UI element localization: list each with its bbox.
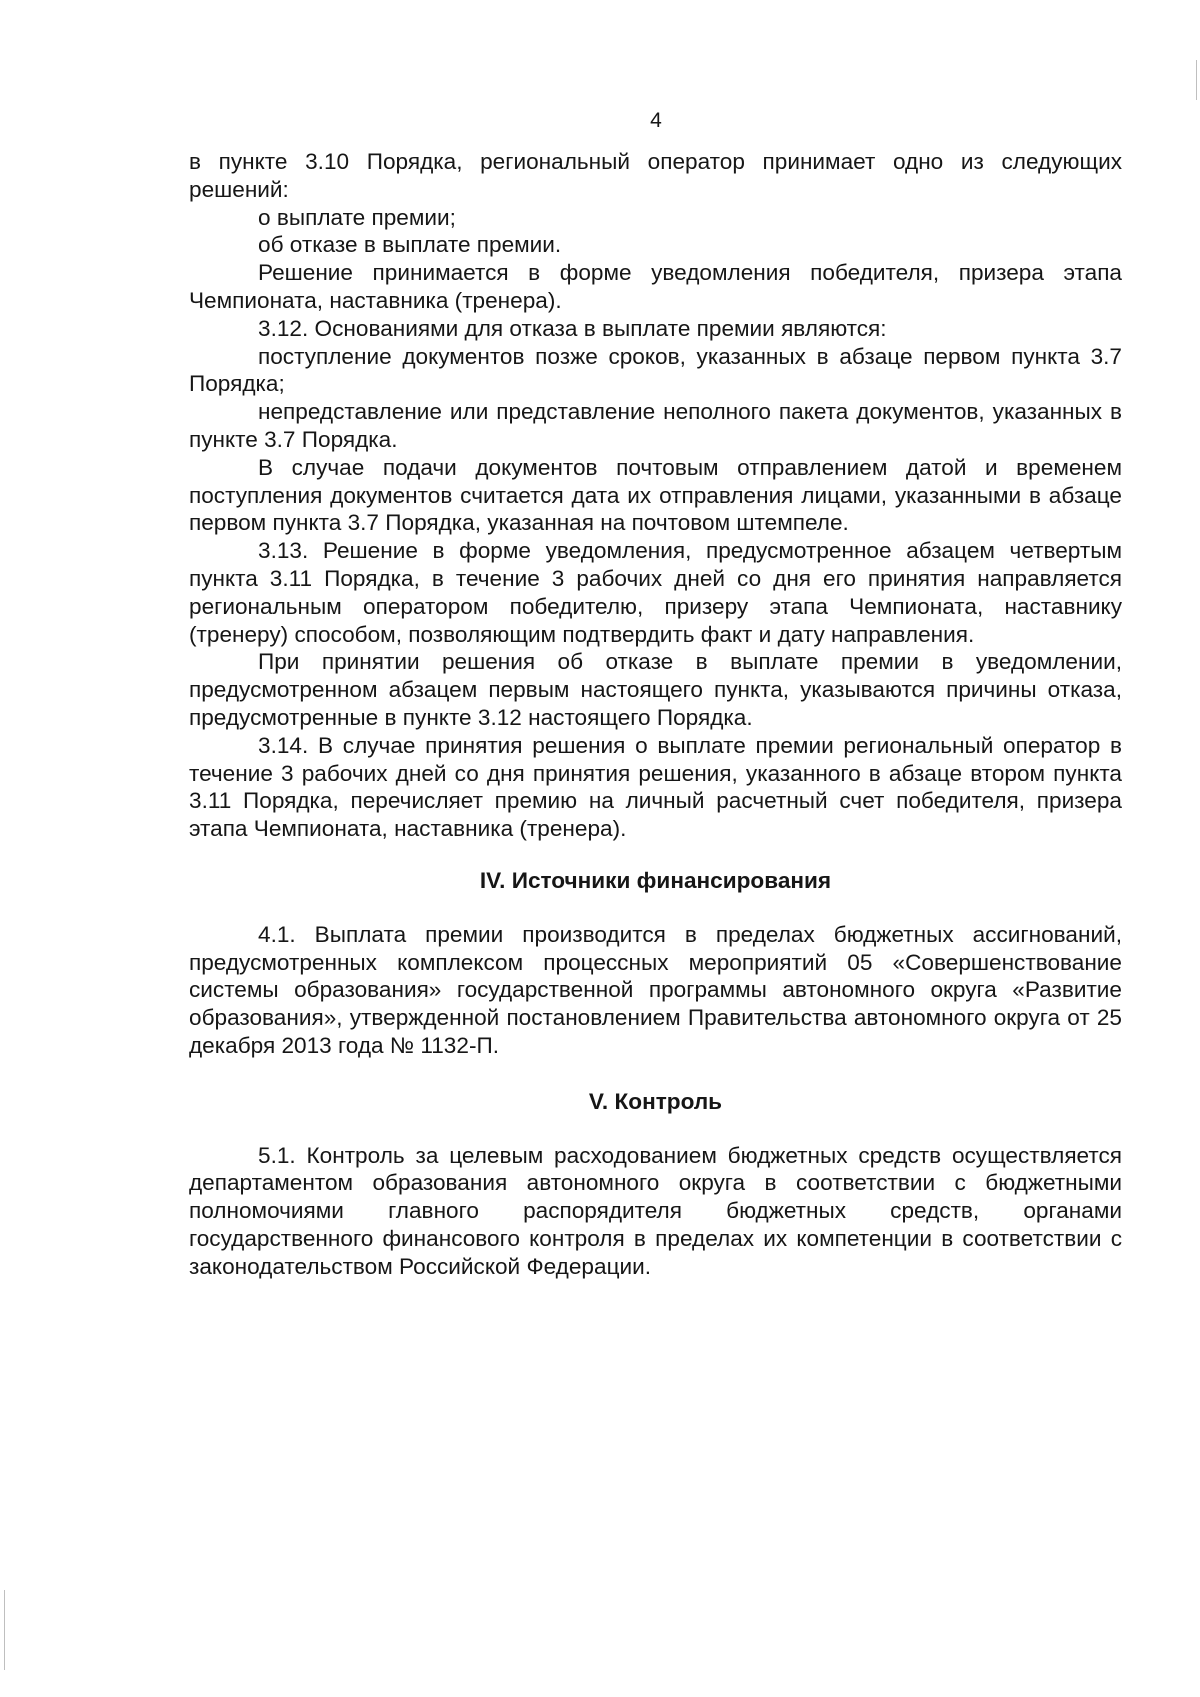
paragraph: в пункте 3.10 Порядка, региональный оператор принимает одно из следующих решений: <box>189 149 1122 202</box>
paragraph: 5.1. Контроль за целевым расходованием бюджетных средств осуществляется департаментом образования автономного округа в соответствии с бюджетными полномочиями главного распорядителя бюджетных средств, органами государственного финансового контроля в пределах их компетенции в соответствии с законодательством Российской Федерации. <box>189 1142 1122 1279</box>
paragraph: В случае подачи документов почтовым отправлением датой и временем поступления документов считается дата их отправления лицами, указанными в абзаце первом пункта 3.7 Порядка, указанная на почтовом штемпеле. <box>189 454 1122 536</box>
paragraph: поступление документов позже сроков, указанных в абзаце первом пункта 3.7 Порядка; <box>189 343 1122 397</box>
paragraph: При принятии решения об отказе в выплате премии в уведомлении, предусмотренном абзацем первым настоящего пункта, указываются причины отказа, предусмотренные в пункте 3.12 настоящего Порядка. <box>189 649 1122 730</box>
section-heading-control: V. Контроль <box>588 1088 723 1114</box>
paragraph: Решение принимается в форме уведомления победителя, призера этапа Чемпионата, наставника (тренера). <box>189 260 1122 313</box>
paragraph: 3.12. Основаниями для отказа в выплате премии являются: <box>258 315 887 341</box>
paragraph: об отказе в выплате премии. <box>258 232 562 258</box>
paragraph: 4.1. Выплата премии производится в пределах бюджетных ассигнований, предусмотренных комплексом процессных мероприятий 05 «Совершенствование системы образования» государственной программы автономного округа «Развитие образования», утвержденной постановлением Правительства автономного округа от 25 декабря 2013 года № 1132-П. <box>189 921 1122 1058</box>
document-body <box>189 148 1122 1280</box>
paragraph: непредставление или представление неполного пакета документов, указанных в пункте 3.7 Порядка. <box>189 399 1122 452</box>
scan-edge-mark <box>4 1590 5 1670</box>
paragraph: о выплате премии; <box>258 204 456 230</box>
page-number: 4 <box>650 109 662 132</box>
scan-edge-mark <box>1196 60 1197 100</box>
paragraph: 3.14. В случае принятия решения о выплате премии региональный оператор в течение 3 рабочих дней со дня принятия решения, указанного в абзаце втором пункта 3.11 Порядка, перечисляет премию на личный расчетный счет победителя, призера этапа Чемпионата, наставника (тренера). <box>189 732 1122 842</box>
section-heading-financing: IV. Источники финансирования <box>479 867 832 893</box>
paragraph: 3.13. Решение в форме уведомления, предусмотренное абзацем четвертым пункта 3.11 Порядка, в течение 3 рабочих дней со дня его принятия направляется региональным оператором победителю, призеру этапа Чемпионата, наставнику (тренеру) способом, позволяющим подтвердить факт и дату направления. <box>189 538 1122 647</box>
